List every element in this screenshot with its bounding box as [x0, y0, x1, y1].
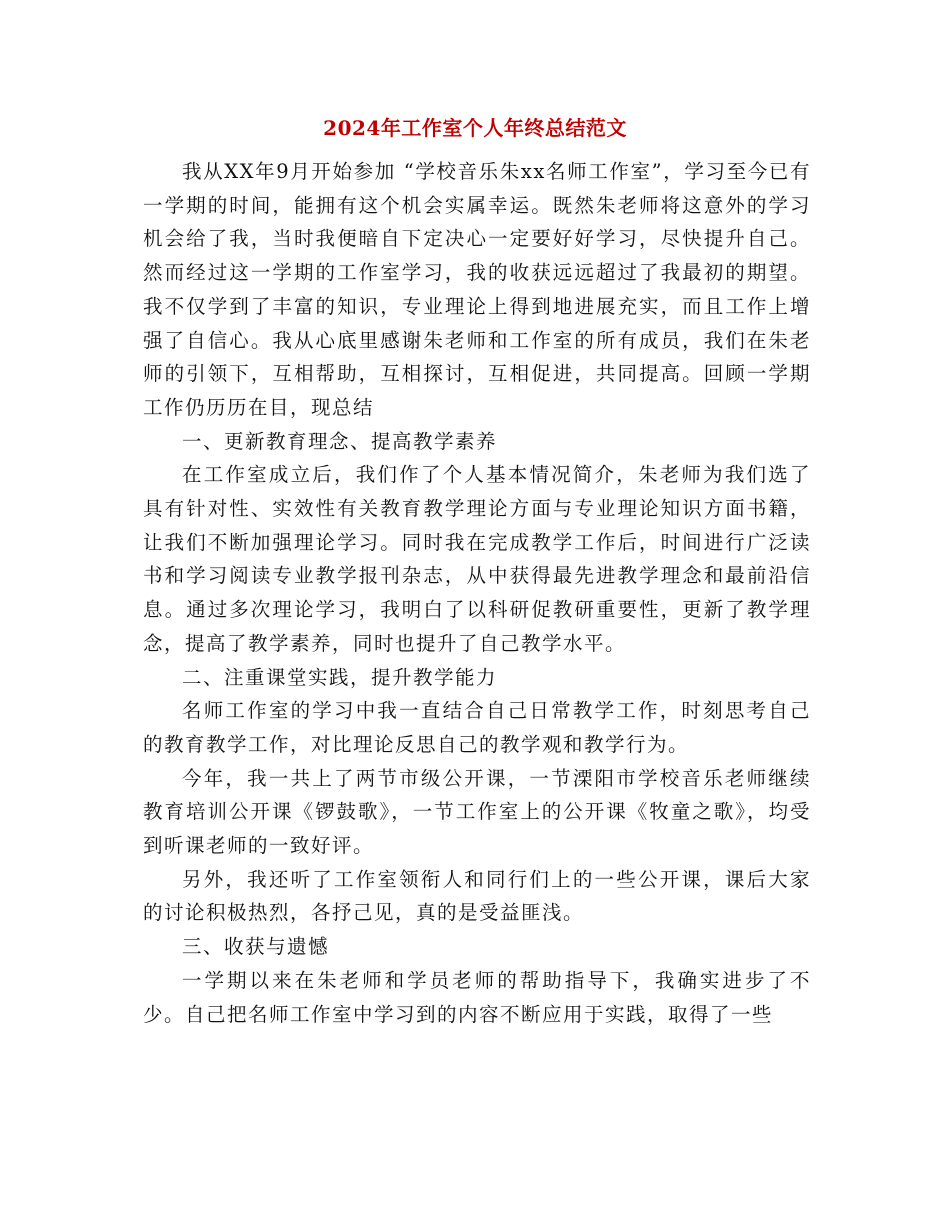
paragraph-section-1: 在工作室成立后，我们作了个人基本情况简介，朱老师为我们选了具有针对性、实效性有关教育教学理论方面与专业理论知识方面书籍，让我们不断加强理论学习。同时我在完成教学工作后，时间进行广泛读书和学习阅读专业教学报刊杂志，从中获得最先进教学理念和最前沿信息。通过多次理论学习，我明白了以科研促教研重要性，更新了教学理念，提高了教学素养，同时也提升了自己教学水平。 [143, 463, 811, 655]
section-heading-2: 二、注重课堂实践，提升教学能力 [182, 665, 498, 689]
paragraph-section-3: 一学期以来在朱老师和学员老师的帮助指导下，我确实进步了不少。自己把名师工作室中学习到的内容不断应用于实践，取得了一些 [143, 968, 811, 1026]
document-body [143, 155, 811, 1031]
paragraph-section-2b: 今年，我一共上了两节市级公开课，一节溧阳市学校音乐老师继续教育培训公开课《锣鼓歌》，一节工作室上的公开课《牧童之歌》，均受到听课老师的一致好评。 [143, 766, 811, 858]
section-heading-1: 一、更新教育理念、提高教学素养 [182, 429, 498, 453]
paragraph-section-2c: 另外，我还听了工作室领衔人和同行们上的一些公开课，课后大家的讨论积极热烈，各抒己见，真的是受益匪浅。 [143, 867, 811, 925]
document-title: 2024年工作室个人年终总结范文 [323, 116, 627, 140]
section-heading-3: 三、收获与遗憾 [182, 935, 330, 959]
paragraph-section-2a: 名师工作室的学习中我一直结合自己日常教学工作，时刻思考自己的教育教学工作，对比理论反思自己的教学观和教学行为。 [143, 699, 811, 756]
paragraph-intro: 我从XX年9月开始参加 “学校音乐朱xx名师工作室”，学习至今已有一学期的时间，能拥有这个机会实属幸运。既然朱老师将这意外的学习机会给了我，当时我便暗自下定决心一定要好好学习，尽快提升自己。然而经过这一学期的工作室学习，我的收获远远超过了我最初的期望。我不仅学到了丰富的知识，专业理论上得到地进展充实，而且工作上增强了自信心。我从心底里感谢朱老师和工作室的所有成员，我们在朱老师的引领下，互相帮助，互相探讨，互相促进，共同提高。回顾一学期工作仍历历在目，现总结 [143, 160, 811, 419]
